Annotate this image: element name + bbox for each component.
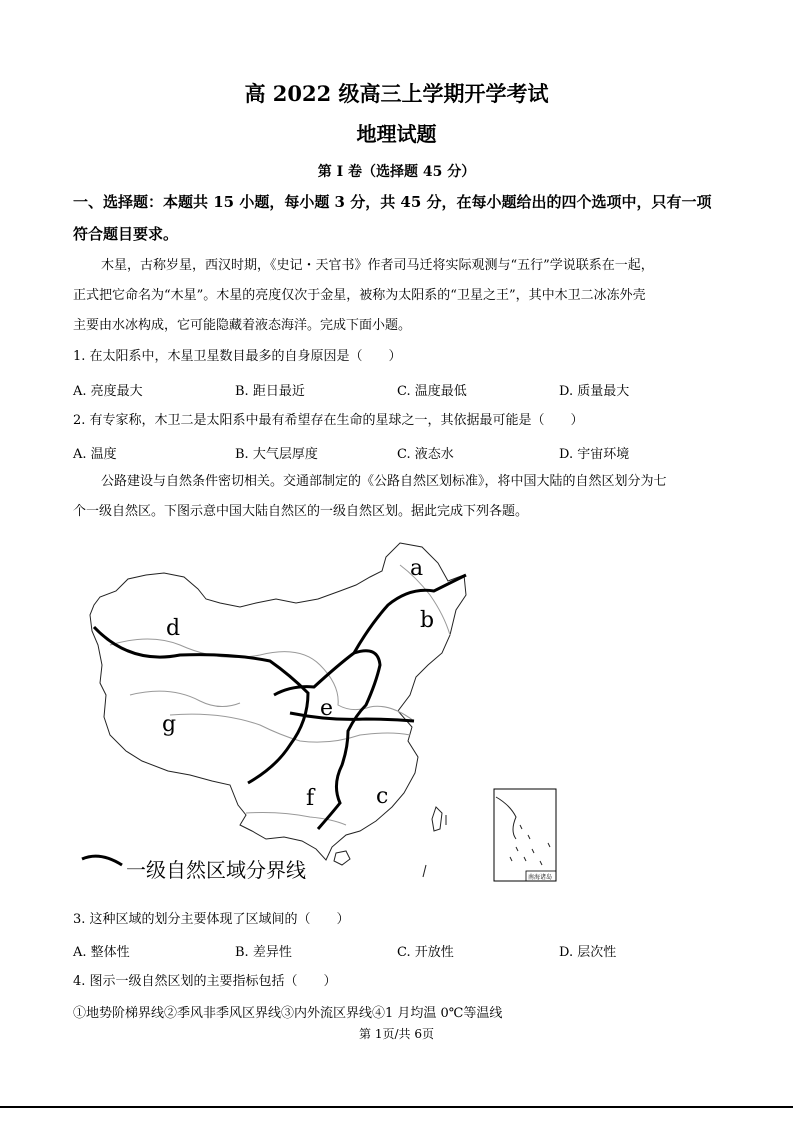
passage-line: 正式把它命名为“木星”。木星的亮度仅次于金星，被称为太阳系的“卫星之王”，其中木卫二冰冻外壳 — [73, 288, 646, 303]
question-1-option-c: C. 温度最低 — [397, 384, 467, 399]
question-3-option-d: D. 层次性 — [559, 945, 617, 960]
question-3-option-a: A. 整体性 — [73, 945, 130, 960]
question-1-stem: 1. 在太阳系中，木星卫星数目最多的自身原因是（ ） — [73, 349, 402, 364]
question-2-stem: 2. 有专家称，木卫二是太阳系中最有希望存在生命的星球之一，其依据最可能是（ ） — [73, 413, 584, 428]
passage-line: 个一级自然区。下图示意中国大陆自然区的一级自然区划。据此完成下列各题。 — [73, 504, 529, 519]
inset-islands — [510, 825, 550, 865]
question-2-option-c: C. 液态水 — [397, 447, 454, 462]
boundary-line — [318, 651, 380, 829]
legend-label: 一级自然区域分界线 — [126, 858, 306, 882]
question-4-choices: ①地势阶梯界线②季风非季风区界线③内外流区界线④1 月均温 0℃等温线 — [73, 1006, 503, 1021]
question-2-option-d: D. 宇宙环境 — [559, 447, 630, 462]
page-number: 第 1页/共 6页 — [359, 1027, 434, 1041]
taiwan-island — [432, 807, 442, 831]
question-3-option-b: B. 差异性 — [235, 945, 292, 960]
region-label-b: b — [420, 608, 435, 633]
section-instruction-line1: 一、选择题：本题共 15 小题，每小题 3 分，共 45 分，在每小题给出的四个选项中，只有一项 — [73, 193, 712, 211]
volume-title: 第 I 卷（选择题 45 分） — [317, 164, 476, 180]
passage-highway — [73, 467, 728, 527]
boundary-line — [290, 713, 414, 721]
coast-mark — [423, 865, 426, 877]
question-1-option-d: D. 质量最大 — [559, 384, 630, 399]
passage-jupiter — [73, 251, 728, 341]
legend-line-sample — [82, 856, 122, 865]
passage-line: 主要由水冰构成，它可能隐藏着液态海洋。完成下面小题。 — [73, 318, 412, 333]
region-label-d: d — [166, 616, 181, 641]
boundary-line — [94, 627, 308, 783]
question-3-option-c: C. 开放性 — [397, 945, 454, 960]
region-label-a: a — [410, 556, 424, 581]
china-natural-regions-map — [70, 535, 570, 890]
inset-coast — [496, 797, 516, 839]
region-label-g: g — [162, 712, 177, 737]
passage-line: 公路建设与自然条件密切相关。交通部制定的《公路自然区划标准》，将中国大陆的自然区划分为七 — [101, 474, 667, 489]
region-label-c: c — [376, 784, 389, 809]
river-west-tibet — [130, 691, 240, 706]
region-label-e: e — [320, 696, 334, 721]
inset-label: 南海诸岛 — [528, 874, 553, 881]
hainan-island — [334, 851, 350, 865]
section-instruction — [73, 186, 733, 250]
question-2-option-b: B. 大气层厚度 — [235, 447, 318, 462]
boundary-line — [274, 575, 466, 695]
inset-frame — [494, 789, 556, 881]
section-instruction-line2: 符合题目要求。 — [73, 225, 179, 243]
question-3-stem: 3. 这种区域的划分主要体现了区域间的（ ） — [73, 912, 350, 927]
question-1-option-a: A. 亮度最大 — [73, 384, 143, 399]
question-4-stem: 4. 图示一级自然区划的主要指标包括（ ） — [73, 974, 337, 989]
bottom-rule — [0, 1106, 793, 1108]
subject-title: 地理试题 — [356, 122, 437, 146]
question-1-option-b: B. 距日最近 — [235, 384, 305, 399]
question-2-option-a: A. 温度 — [73, 447, 117, 462]
exam-title: 高 2022 级高三上学期开学考试 — [244, 81, 549, 106]
passage-line: 木星，古称岁星，西汉时期，《史记・天官书》作者司马迁将实际观测与“五行”学说联系在一起， — [101, 258, 654, 273]
region-label-f: f — [306, 786, 315, 811]
